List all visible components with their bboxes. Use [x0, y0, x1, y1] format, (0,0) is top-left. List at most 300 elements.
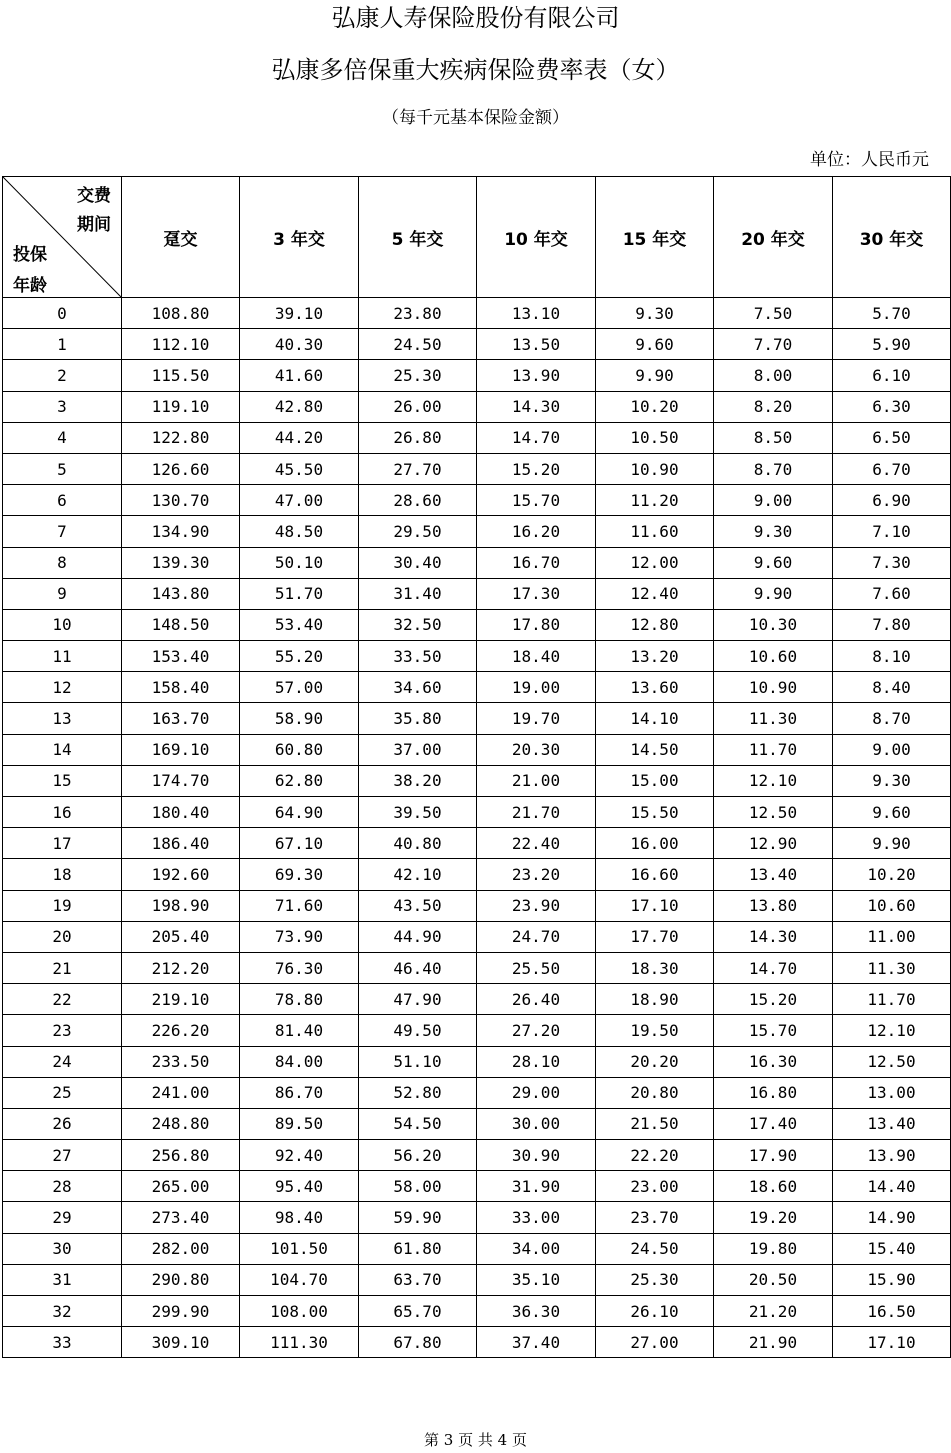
- table-row: [3, 765, 951, 796]
- rate-cell: 11.20: [596, 485, 714, 516]
- table-row: [3, 1171, 951, 1202]
- rate-cell: 43.50: [359, 890, 477, 921]
- rate-cell: 11.30: [714, 703, 833, 734]
- rate-cell: 18.90: [596, 984, 714, 1015]
- rate-cell: 39.10: [240, 298, 359, 329]
- rate-cell: 50.10: [240, 547, 359, 578]
- rate-cell: 14.40: [833, 1171, 951, 1202]
- rate-cell: 8.70: [833, 703, 951, 734]
- table-row: [3, 391, 951, 422]
- rate-cell: 17.30: [477, 578, 596, 609]
- rate-cell: 16.50: [833, 1296, 951, 1327]
- corner-header-cell: [3, 177, 122, 298]
- rate-cell: 47.00: [240, 485, 359, 516]
- rate-cell: 13.40: [714, 859, 833, 890]
- rate-cell: 42.80: [240, 391, 359, 422]
- table-row: [3, 485, 951, 516]
- rate-cell: 44.90: [359, 921, 477, 952]
- rate-cell: 14.50: [596, 734, 714, 765]
- age-cell: 0: [3, 298, 122, 329]
- rate-cell: 15.00: [596, 765, 714, 796]
- rate-cell: 29.00: [477, 1077, 596, 1108]
- page-footer: 第 3 页 共 4 页: [424, 1431, 527, 1449]
- table-row: [3, 890, 951, 921]
- table-row: [3, 734, 951, 765]
- column-header: 10 年交: [477, 177, 596, 298]
- rate-cell: 26.00: [359, 391, 477, 422]
- rate-cell: 8.70: [714, 453, 833, 484]
- table-row: [3, 547, 951, 578]
- rate-cell: 23.00: [596, 1171, 714, 1202]
- rate-cell: 143.80: [122, 578, 240, 609]
- rate-cell: 17.10: [596, 890, 714, 921]
- rate-cell: 16.60: [596, 859, 714, 890]
- rate-cell: 27.70: [359, 453, 477, 484]
- rate-cell: 31.40: [359, 578, 477, 609]
- rate-cell: 10.20: [596, 391, 714, 422]
- rate-cell: 241.00: [122, 1077, 240, 1108]
- rate-cell: 9.60: [833, 797, 951, 828]
- rate-cell: 14.30: [477, 391, 596, 422]
- age-cell: 25: [3, 1077, 122, 1108]
- rate-cell: 13.50: [477, 329, 596, 360]
- rate-cell: 65.70: [359, 1296, 477, 1327]
- rate-cell: 153.40: [122, 641, 240, 672]
- rate-cell: 21.00: [477, 765, 596, 796]
- table-row: [3, 1296, 951, 1327]
- rate-cell: 67.80: [359, 1327, 477, 1358]
- rate-cell: 51.70: [240, 578, 359, 609]
- rate-cell: 10.20: [833, 859, 951, 890]
- age-cell: 31: [3, 1264, 122, 1295]
- rate-cell: 6.70: [833, 453, 951, 484]
- corner-label-insured: 投保: [13, 245, 47, 265]
- table-row: [3, 797, 951, 828]
- rate-cell: 101.50: [240, 1233, 359, 1264]
- rate-cell: 17.80: [477, 609, 596, 640]
- rate-cell: 119.10: [122, 391, 240, 422]
- rate-cell: 111.30: [240, 1327, 359, 1358]
- rate-cell: 31.90: [477, 1171, 596, 1202]
- age-cell: 5: [3, 453, 122, 484]
- rate-cell: 73.90: [240, 921, 359, 952]
- rate-cell: 34.00: [477, 1233, 596, 1264]
- column-header: 20 年交: [714, 177, 833, 298]
- rate-cell: 22.20: [596, 1140, 714, 1171]
- rate-cell: 67.10: [240, 828, 359, 859]
- rate-cell: 9.90: [596, 360, 714, 391]
- table-row: [3, 1077, 951, 1108]
- table-row: [3, 921, 951, 952]
- rate-cell: 48.50: [240, 516, 359, 547]
- rate-cell: 16.30: [714, 1046, 833, 1077]
- age-cell: 22: [3, 984, 122, 1015]
- age-cell: 4: [3, 422, 122, 453]
- rate-cell: 40.30: [240, 329, 359, 360]
- rate-cell: 19.20: [714, 1202, 833, 1233]
- rate-cell: 53.40: [240, 609, 359, 640]
- rate-cell: 13.40: [833, 1108, 951, 1139]
- rate-cell: 6.10: [833, 360, 951, 391]
- rate-cell: 9.60: [714, 547, 833, 578]
- table-row: [3, 1046, 951, 1077]
- age-cell: 29: [3, 1202, 122, 1233]
- rate-cell: 21.20: [714, 1296, 833, 1327]
- age-cell: 13: [3, 703, 122, 734]
- rate-cell: 273.40: [122, 1202, 240, 1233]
- table-row: [3, 859, 951, 890]
- rate-cell: 309.10: [122, 1327, 240, 1358]
- rate-cell: 130.70: [122, 485, 240, 516]
- rate-cell: 13.20: [596, 641, 714, 672]
- rate-cell: 21.50: [596, 1108, 714, 1139]
- rate-cell: 25.30: [596, 1264, 714, 1295]
- rate-cell: 15.70: [714, 1015, 833, 1046]
- rate-cell: 28.10: [477, 1046, 596, 1077]
- table-row: [3, 984, 951, 1015]
- rate-cell: 212.20: [122, 952, 240, 983]
- rate-cell: 14.10: [596, 703, 714, 734]
- column-header: 5 年交: [359, 177, 477, 298]
- rate-cell: 23.80: [359, 298, 477, 329]
- table-row: [3, 1264, 951, 1295]
- rate-cell: 62.80: [240, 765, 359, 796]
- rate-cell: 10.30: [714, 609, 833, 640]
- rate-cell: 42.10: [359, 859, 477, 890]
- rate-cell: 16.00: [596, 828, 714, 859]
- rate-cell: 18.60: [714, 1171, 833, 1202]
- rate-cell: 12.50: [714, 797, 833, 828]
- table-header-row: [3, 177, 951, 298]
- table-row: [3, 672, 951, 703]
- rate-cell: 11.70: [714, 734, 833, 765]
- rate-cell: 30.00: [477, 1108, 596, 1139]
- age-cell: 2: [3, 360, 122, 391]
- age-cell: 26: [3, 1108, 122, 1139]
- rate-cell: 30.40: [359, 547, 477, 578]
- rate-cell: 26.80: [359, 422, 477, 453]
- column-header: 趸交: [122, 177, 240, 298]
- rate-cell: 15.40: [833, 1233, 951, 1264]
- rate-cell: 9.30: [596, 298, 714, 329]
- rate-cell: 12.80: [596, 609, 714, 640]
- rate-cell: 226.20: [122, 1015, 240, 1046]
- rate-cell: 6.50: [833, 422, 951, 453]
- rate-cell: 20.30: [477, 734, 596, 765]
- rate-cell: 54.50: [359, 1108, 477, 1139]
- age-cell: 10: [3, 609, 122, 640]
- document-subtitle: （每千元基本保险金额）: [382, 108, 569, 128]
- age-cell: 17: [3, 828, 122, 859]
- rate-cell: 35.80: [359, 703, 477, 734]
- rate-cell: 108.00: [240, 1296, 359, 1327]
- table-row: [3, 828, 951, 859]
- rate-cell: 186.40: [122, 828, 240, 859]
- rate-cell: 13.90: [477, 360, 596, 391]
- rate-cell: 10.90: [596, 453, 714, 484]
- rate-cell: 112.10: [122, 329, 240, 360]
- rate-cell: 7.60: [833, 578, 951, 609]
- rate-cell: 18.30: [596, 952, 714, 983]
- company-name: 弘康人寿保险股份有限公司: [331, 4, 620, 32]
- rate-cell: 22.40: [477, 828, 596, 859]
- rate-cell: 13.00: [833, 1077, 951, 1108]
- rate-cell: 32.50: [359, 609, 477, 640]
- age-cell: 21: [3, 952, 122, 983]
- rate-cell: 13.80: [714, 890, 833, 921]
- rate-cell: 55.20: [240, 641, 359, 672]
- rate-cell: 44.20: [240, 422, 359, 453]
- rate-cell: 20.80: [596, 1077, 714, 1108]
- rate-cell: 23.20: [477, 859, 596, 890]
- rate-cell: 60.80: [240, 734, 359, 765]
- rate-cell: 9.30: [833, 765, 951, 796]
- rate-cell: 19.50: [596, 1015, 714, 1046]
- rate-cell: 14.30: [714, 921, 833, 952]
- table-row: [3, 516, 951, 547]
- rate-cell: 15.20: [477, 453, 596, 484]
- rate-cell: 71.60: [240, 890, 359, 921]
- rate-cell: 98.40: [240, 1202, 359, 1233]
- rate-cell: 33.50: [359, 641, 477, 672]
- rate-cell: 58.00: [359, 1171, 477, 1202]
- rate-cell: 92.40: [240, 1140, 359, 1171]
- document-title: 弘康多倍保重大疾病保险费率表（女）: [271, 56, 680, 84]
- corner-label-period: 期间: [77, 215, 111, 235]
- age-cell: 8: [3, 547, 122, 578]
- rate-cell: 17.70: [596, 921, 714, 952]
- rate-cell: 27.20: [477, 1015, 596, 1046]
- table-row: [3, 641, 951, 672]
- age-cell: 24: [3, 1046, 122, 1077]
- age-cell: 9: [3, 578, 122, 609]
- age-cell: 18: [3, 859, 122, 890]
- rate-cell: 12.90: [714, 828, 833, 859]
- table-row: [3, 578, 951, 609]
- rate-cell: 52.80: [359, 1077, 477, 1108]
- rate-cell: 6.90: [833, 485, 951, 516]
- rate-cell: 16.20: [477, 516, 596, 547]
- table-row: [3, 1233, 951, 1264]
- rate-cell: 9.90: [714, 578, 833, 609]
- age-cell: 23: [3, 1015, 122, 1046]
- table-row: [3, 1202, 951, 1233]
- rate-cell: 134.90: [122, 516, 240, 547]
- rate-cell: 84.00: [240, 1046, 359, 1077]
- rate-cell: 9.30: [714, 516, 833, 547]
- rate-cell: 38.20: [359, 765, 477, 796]
- table-row: [3, 453, 951, 484]
- rate-cell: 180.40: [122, 797, 240, 828]
- rate-cell: 16.70: [477, 547, 596, 578]
- rate-cell: 17.90: [714, 1140, 833, 1171]
- age-cell: 19: [3, 890, 122, 921]
- column-header: 15 年交: [596, 177, 714, 298]
- rate-cell: 35.10: [477, 1264, 596, 1295]
- rate-cell: 23.90: [477, 890, 596, 921]
- rate-cell: 15.90: [833, 1264, 951, 1295]
- rate-cell: 256.80: [122, 1140, 240, 1171]
- column-header: 30 年交: [833, 177, 951, 298]
- rate-cell: 17.10: [833, 1327, 951, 1358]
- rate-cell: 12.10: [714, 765, 833, 796]
- rate-cell: 17.40: [714, 1108, 833, 1139]
- rate-cell: 19.80: [714, 1233, 833, 1264]
- rate-cell: 205.40: [122, 921, 240, 952]
- table-row: [3, 1015, 951, 1046]
- rate-cell: 5.90: [833, 329, 951, 360]
- rate-cell: 11.70: [833, 984, 951, 1015]
- rate-cell: 46.40: [359, 952, 477, 983]
- rate-cell: 69.30: [240, 859, 359, 890]
- rate-cell: 25.50: [477, 952, 596, 983]
- rate-cell: 198.90: [122, 890, 240, 921]
- rate-cell: 59.90: [359, 1202, 477, 1233]
- rate-cell: 16.80: [714, 1077, 833, 1108]
- rate-cell: 282.00: [122, 1233, 240, 1264]
- age-cell: 33: [3, 1327, 122, 1358]
- rate-cell: 10.60: [833, 890, 951, 921]
- age-cell: 11: [3, 641, 122, 672]
- age-cell: 27: [3, 1140, 122, 1171]
- rate-cell: 41.60: [240, 360, 359, 391]
- rate-cell: 61.80: [359, 1233, 477, 1264]
- age-cell: 16: [3, 797, 122, 828]
- rate-cell: 24.50: [596, 1233, 714, 1264]
- table-row: [3, 952, 951, 983]
- rate-cell: 9.00: [833, 734, 951, 765]
- rate-cell: 78.80: [240, 984, 359, 1015]
- rate-cell: 5.70: [833, 298, 951, 329]
- rate-cell: 14.90: [833, 1202, 951, 1233]
- rate-cell: 148.50: [122, 609, 240, 640]
- age-cell: 32: [3, 1296, 122, 1327]
- rate-cell: 24.50: [359, 329, 477, 360]
- age-cell: 20: [3, 921, 122, 952]
- rate-cell: 26.10: [596, 1296, 714, 1327]
- table-body: [3, 298, 951, 1358]
- rate-cell: 104.70: [240, 1264, 359, 1295]
- rate-cell: 14.70: [477, 422, 596, 453]
- rate-cell: 10.50: [596, 422, 714, 453]
- table-row: [3, 1327, 951, 1358]
- rate-cell: 89.50: [240, 1108, 359, 1139]
- age-cell: 1: [3, 329, 122, 360]
- rate-cell: 45.50: [240, 453, 359, 484]
- currency-unit: 单位：人民币元: [810, 150, 929, 170]
- rate-cell: 37.40: [477, 1327, 596, 1358]
- rate-cell: 25.30: [359, 360, 477, 391]
- table-row: [3, 1108, 951, 1139]
- rate-cell: 26.40: [477, 984, 596, 1015]
- rate-cell: 19.00: [477, 672, 596, 703]
- rate-cell: 21.70: [477, 797, 596, 828]
- rate-cell: 13.10: [477, 298, 596, 329]
- rate-cell: 163.70: [122, 703, 240, 734]
- rate-cell: 14.70: [714, 952, 833, 983]
- rate-cell: 11.30: [833, 952, 951, 983]
- rate-cell: 265.00: [122, 1171, 240, 1202]
- rate-cell: 7.70: [714, 329, 833, 360]
- rate-cell: 76.30: [240, 952, 359, 983]
- rate-cell: 47.90: [359, 984, 477, 1015]
- rate-cell: 12.50: [833, 1046, 951, 1077]
- rate-cell: 126.60: [122, 453, 240, 484]
- rate-cell: 24.70: [477, 921, 596, 952]
- table-row: [3, 703, 951, 734]
- age-cell: 3: [3, 391, 122, 422]
- rate-cell: 30.90: [477, 1140, 596, 1171]
- rate-cell: 9.00: [714, 485, 833, 516]
- rate-cell: 13.90: [833, 1140, 951, 1171]
- rate-cell: 12.40: [596, 578, 714, 609]
- rate-cell: 39.50: [359, 797, 477, 828]
- rate-cell: 11.60: [596, 516, 714, 547]
- rate-cell: 10.60: [714, 641, 833, 672]
- rate-cell: 12.00: [596, 547, 714, 578]
- rate-cell: 299.90: [122, 1296, 240, 1327]
- rate-cell: 95.40: [240, 1171, 359, 1202]
- rate-cell: 122.80: [122, 422, 240, 453]
- age-cell: 14: [3, 734, 122, 765]
- rate-cell: 21.90: [714, 1327, 833, 1358]
- rate-cell: 20.50: [714, 1264, 833, 1295]
- rate-cell: 8.50: [714, 422, 833, 453]
- rate-cell: 11.00: [833, 921, 951, 952]
- rate-cell: 174.70: [122, 765, 240, 796]
- rate-cell: 81.40: [240, 1015, 359, 1046]
- rate-cell: 63.70: [359, 1264, 477, 1295]
- age-cell: 12: [3, 672, 122, 703]
- rate-cell: 8.20: [714, 391, 833, 422]
- corner-label-payment: 交费: [77, 186, 111, 206]
- rate-cell: 58.90: [240, 703, 359, 734]
- rate-cell: 15.20: [714, 984, 833, 1015]
- rate-cell: 34.60: [359, 672, 477, 703]
- rate-cell: 51.10: [359, 1046, 477, 1077]
- table-row: [3, 329, 951, 360]
- rate-cell: 15.50: [596, 797, 714, 828]
- rate-cell: 56.20: [359, 1140, 477, 1171]
- rate-cell: 86.70: [240, 1077, 359, 1108]
- age-cell: 6: [3, 485, 122, 516]
- rate-cell: 7.50: [714, 298, 833, 329]
- premium-rate-table: [2, 176, 951, 1358]
- corner-label-age: 年龄: [13, 276, 47, 296]
- column-header: 3 年交: [240, 177, 359, 298]
- rate-cell: 169.10: [122, 734, 240, 765]
- rate-cell: 108.80: [122, 298, 240, 329]
- rate-cell: 219.10: [122, 984, 240, 1015]
- rate-cell: 290.80: [122, 1264, 240, 1295]
- rate-cell: 233.50: [122, 1046, 240, 1077]
- rate-cell: 7.30: [833, 547, 951, 578]
- rate-cell: 18.40: [477, 641, 596, 672]
- rate-cell: 8.10: [833, 641, 951, 672]
- rate-cell: 23.70: [596, 1202, 714, 1233]
- rate-cell: 139.30: [122, 547, 240, 578]
- rate-cell: 10.90: [714, 672, 833, 703]
- rate-cell: 158.40: [122, 672, 240, 703]
- rate-cell: 29.50: [359, 516, 477, 547]
- rate-cell: 248.80: [122, 1108, 240, 1139]
- rate-cell: 12.10: [833, 1015, 951, 1046]
- rate-cell: 28.60: [359, 485, 477, 516]
- age-cell: 28: [3, 1171, 122, 1202]
- rate-cell: 36.30: [477, 1296, 596, 1327]
- rate-cell: 27.00: [596, 1327, 714, 1358]
- age-cell: 30: [3, 1233, 122, 1264]
